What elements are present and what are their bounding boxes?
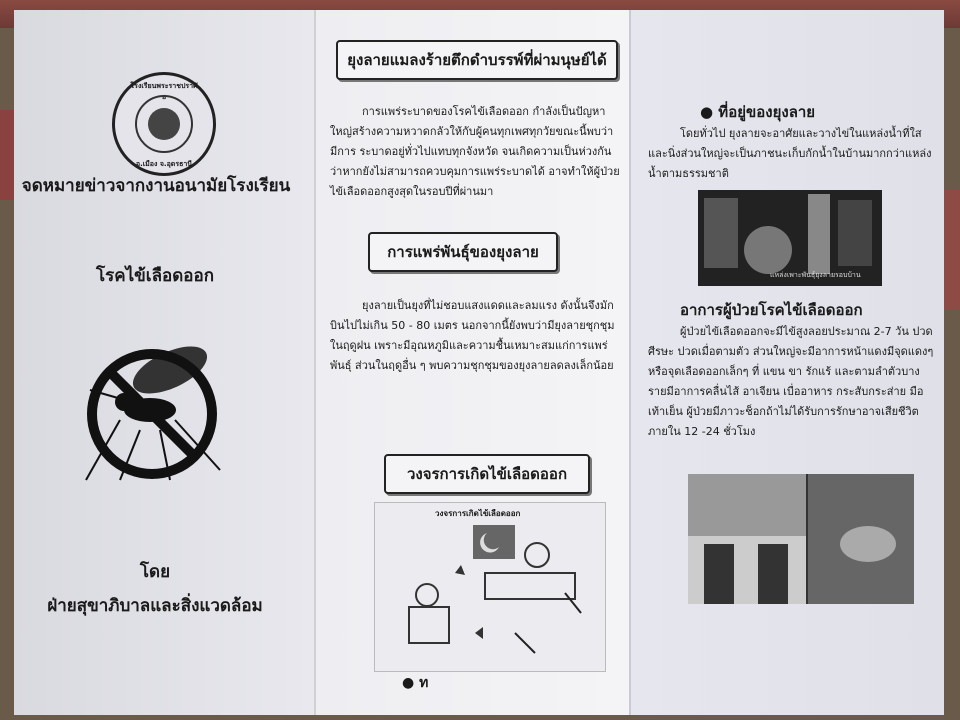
by-label: โดย (139, 562, 171, 582)
cycle-caption: วงจรการเกิดไข้เลือดออก (435, 509, 521, 518)
heading-habitat: ● ที่อยู่ของยุงลาย (700, 103, 816, 121)
heading-symptoms: อาการผู้ป่วยโรคไข้เลือดออก (680, 301, 863, 319)
symptoms-photo (688, 474, 914, 604)
heading-breeding: การแพร่พันธุ์ของยุงลาย (368, 232, 558, 272)
paragraph-breeding: ยุงลายเป็นยุงที่ไม่ชอบแสงแดดและลมแรง ดังนั้นจึงมักบินไปไม่เกิน 50 - 80 เมตร นอกจากนี้ยังพบว่ามียุงลายชุกชุมในฤดูฝน เพราะมีอุณหภูมิและความชื้นเหมาะสมแก่การแพร่พันธุ์ ส่วนในฤดูอื่น ๆ พบความชุกชุมของยุงลายลดลงเล็กน้อย (330, 299, 615, 372)
heading-dangerous-mosquito: ยุงลายแมลงร้ายตึกดำบรรพ์ที่ผ่ามนุษย์ได้ (336, 40, 618, 80)
bottom-bullet: ● ท (402, 675, 429, 691)
symptoms-photo-image (688, 474, 914, 604)
paragraph-habitat: โดยทั่วไป ยุงลายจะอาศัยและวางไข่ในแหล่งน้ำที่ใสและนิ่งส่วนใหญ่จะเป็นภาชนะเก็บกักน้ำในบ้านมากกว่าแหล่งน้ำตามธรรมชาติ (648, 127, 932, 180)
newsletter-title: จดหมายข่าวจากงานอนามัยโรงเรียน (21, 176, 291, 196)
habitat-photo (698, 190, 882, 286)
disease-cycle-illustration (374, 502, 606, 672)
seal-bottom-text: อ.เมือง จ.อุดรธานี (135, 160, 193, 168)
paragraph-symptoms: ผู้ป่วยไข้เลือดออกจะมีไข้สูงลอยประมาณ 2-7 วัน ปวดศีรษะ ปวดเมื่อตามตัว ส่วนใหญ่จะมีอาการหน้าแดงมีจุดแดงๆ หรือจุดเลือดออกเล็กๆ ที่ แขน ขา รักแร้ และตามลำตัวบางรายมีอาการคลื่นไส้ อาเจียน เบื่ออาหาร กระสับกระส่าย มือเท้าเย็น ผู้ป่วยมีภาวะช็อกถ้าไม่ได้รับการรักษาอาจเสียชีวิตภายใน 12 -24 ชั่วโมง (648, 325, 934, 438)
paragraph-outbreak: การแพร่ระบาดของโรคไข้เลือดออก กำลังเป็นปัญหาใหญ่สร้างความหวาดกลัวให้กับผู้คนทุกเพศทุกวัยขณะนี้พบว่ามีการ ระบาดอยู่ทั่วไปแทบทุกจังหวัด จนเกิดความเป็นห่วงกันว่าหากยังไม่สามารถควบคุมการแพร่ระบาดได้ อาจทำให้ผู้ป่วยไข้เลือดออกสูงสุดในรอบปีที่ผ่านมา (330, 105, 620, 198)
heading-disease-cycle: วงจรการเกิดไข้เลือดออก (384, 454, 590, 494)
cycle-drawing-icon (375, 503, 605, 671)
disease-title: โรคไข้เลือดออก (96, 266, 214, 286)
no-mosquito-icon (80, 330, 230, 490)
habitat-photo-caption: แหล่งเพาะพันธุ์ยุงลายรอบบ้าน (770, 271, 861, 279)
school-seal-logo (112, 72, 216, 176)
department-name: ฝ่ายสุขาภิบาลและสิ่งแวดล้อม (47, 596, 263, 616)
seal-top-text: โรงเรียนพระราชปราศัย (130, 82, 198, 101)
fold-line-1 (314, 10, 316, 715)
fold-line-2 (629, 10, 631, 715)
seal-emblem-icon (148, 108, 180, 140)
